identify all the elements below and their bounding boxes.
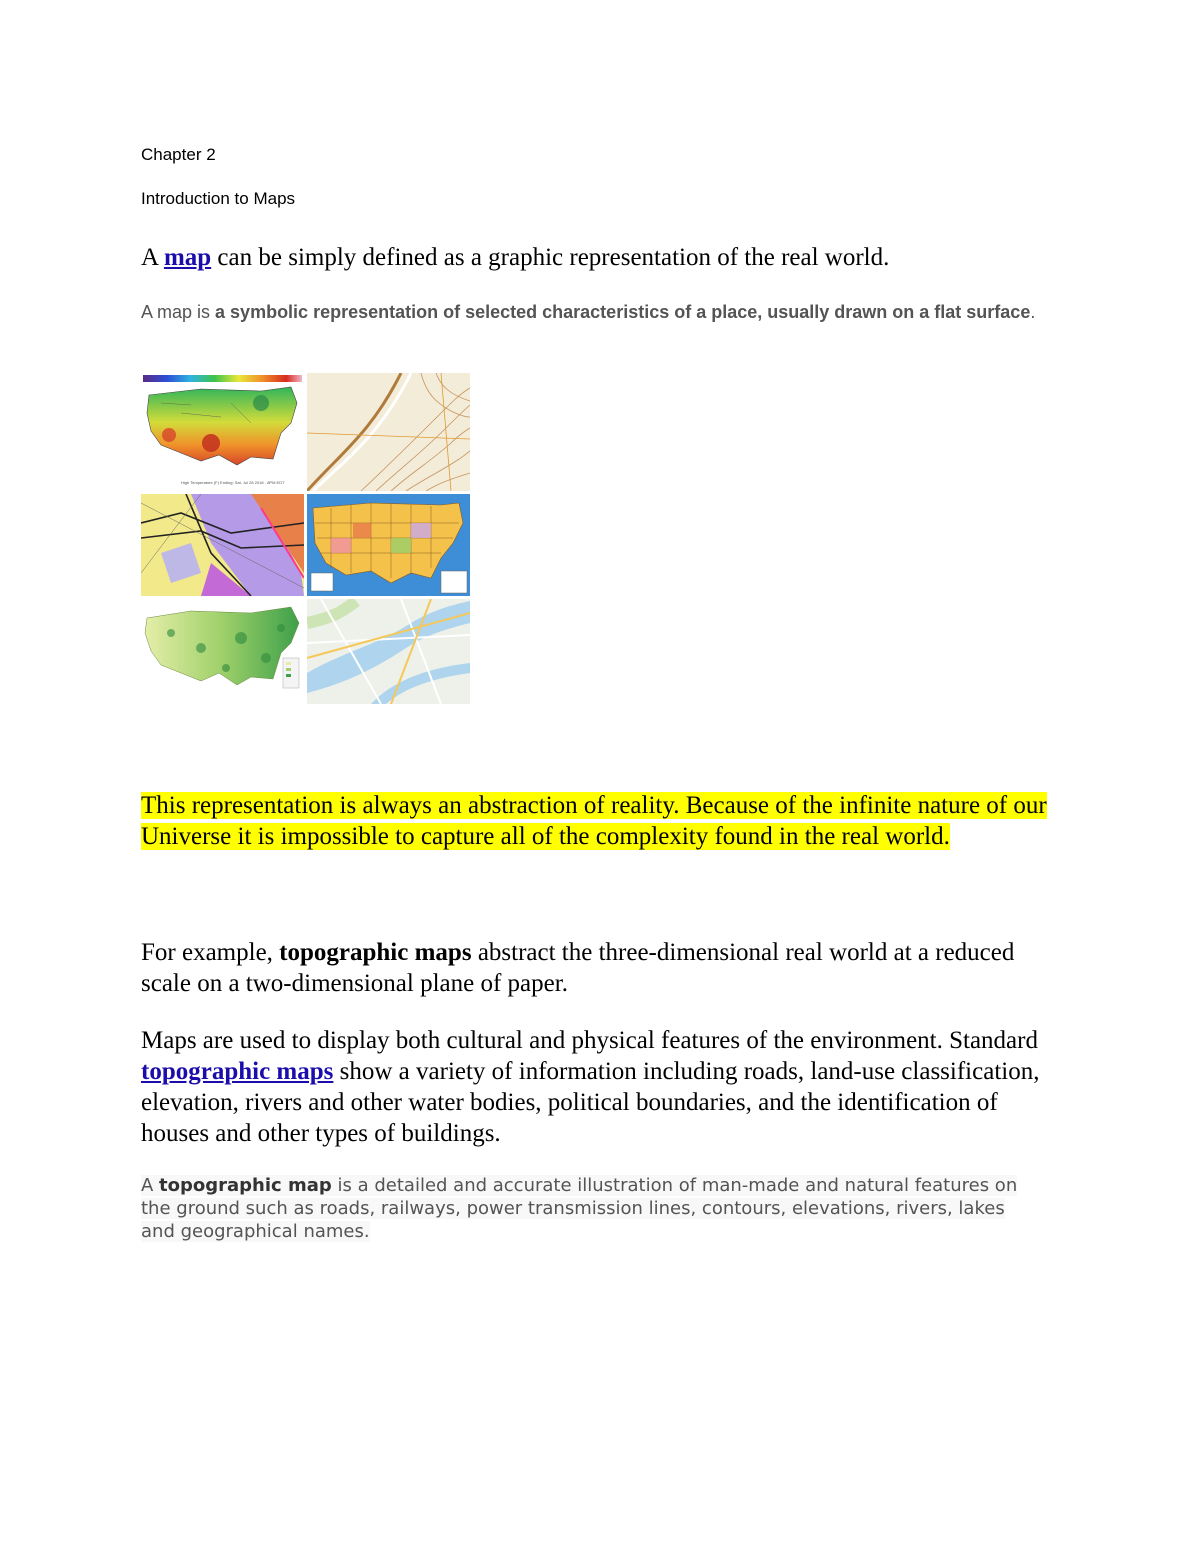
definition-post: can be simply defined as a graphic representation of the real world. [211,244,890,271]
example-bold: topographic maps [279,939,472,966]
map-collage-image [141,373,470,704]
example-pre: For example, [141,939,280,966]
symbolic-pre: A map is [141,302,216,322]
abstraction-highlight [141,790,1071,852]
political-map-tile [307,494,470,596]
topo-def-pre: A [141,1175,160,1196]
chapter-subtitle: Introduction to Maps [141,189,296,208]
geologic-map-tile [141,494,304,596]
vegetation-map-tile [141,599,304,704]
maps-used-post: show a variety of information including roads, land-use classification, elevation, rivers and other water bodies, political boundaries, and the identification of houses and other types of buildings. [141,1058,1040,1147]
topographic-maps-link[interactable]: topographic maps [141,1058,334,1085]
temperature-map-tile [141,373,304,491]
chapter-heading: Chapter 2 [141,145,216,164]
contour-map-tile [307,373,470,491]
highlighted-text: This representation is always an abstraction of reality. Because of the infinite nature of our Universe it is impossible to capture all of the complexity found in the real world. [141,792,1047,850]
map-link[interactable]: map [163,244,212,271]
topo-def-post: is a detailed and accurate illustration of man-made and natural features on the ground such as roads, railways, power transmission lines, contours, elevations, rivers, lakes and geographical names. [141,1175,1018,1242]
temperature-map-footer: High Temperature (F) Ending: Sat, Jul 28 2018 - 8PM EDT [181,480,285,485]
maps-used-paragraph [141,1025,1061,1149]
maps-used-pre: Maps are used to display both cultural and physical features of the environment. Standard [141,1027,1038,1054]
definition-pre: A [141,244,164,271]
example-paragraph [141,937,1041,999]
symbolic-post: . [1030,302,1036,322]
topographic-definition [141,1174,1041,1243]
topo-def-text [141,1175,1017,1242]
example-post: abstract the three-dimensional real world at a reduced scale on a two-dimensional plane of paper. [141,939,1015,997]
street-map-tile [307,599,470,704]
topo-def-bold: topographic map [159,1175,332,1196]
symbolic-definition [141,301,1061,324]
map-definition [141,242,889,273]
symbolic-bold: a symbolic representation of selected characteristics of a place, usually drawn on a flat surface [215,302,1031,322]
